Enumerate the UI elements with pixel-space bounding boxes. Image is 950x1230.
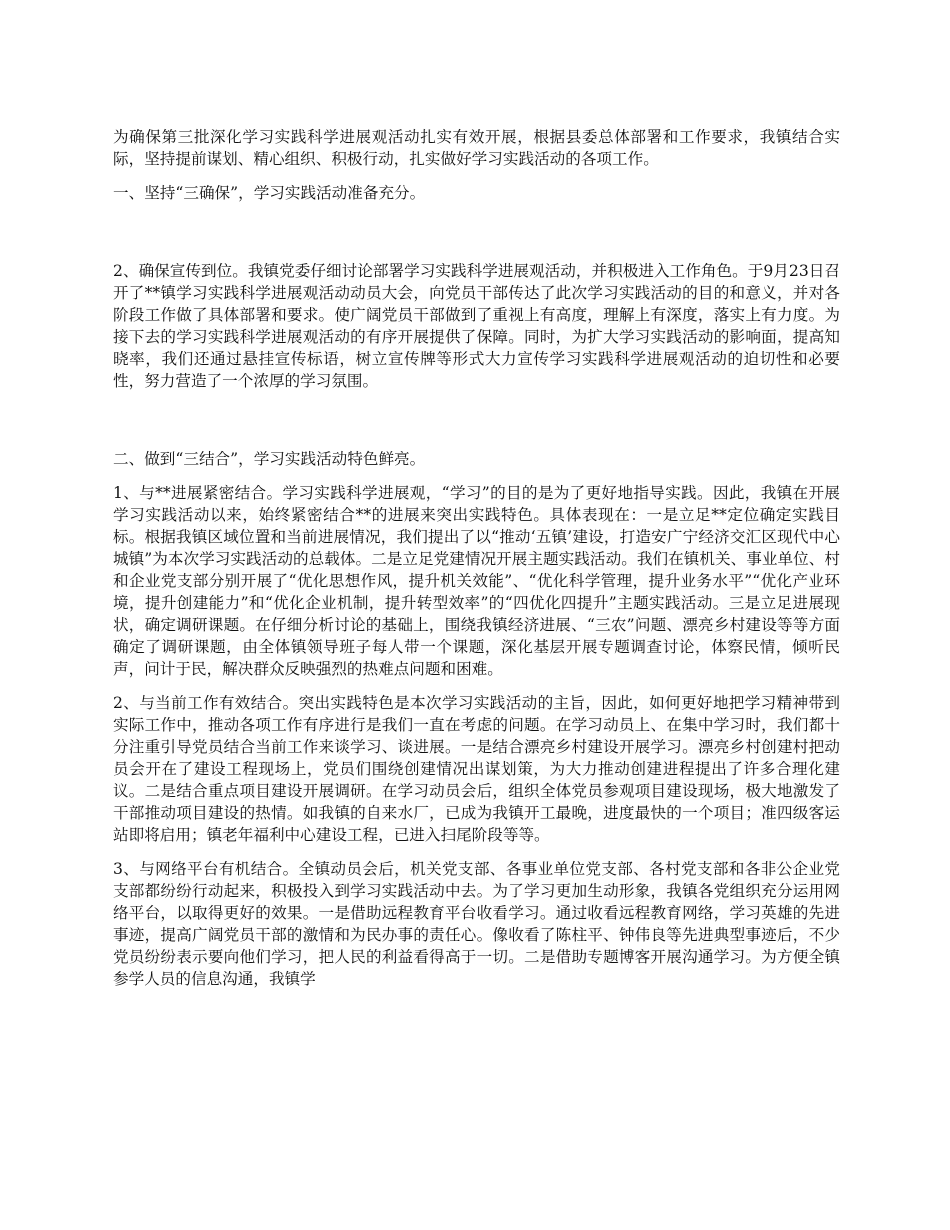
- spacer: [113, 680, 840, 692]
- section-2-heading: 二、做到“三结合”，学习实践活动特色鲜亮。: [113, 450, 426, 468]
- spacer: [113, 170, 840, 182]
- section-2-item-3: 3、与网络平台有机结合。全镇动员会后，机关党支部、各事业单位党支部、各村党支部和各非公企业党支部都纷纷行动起来，积极投入到学习实践活动中去。为了学习更加生动形象，我镇各党组织充分运用网络平台，以取得更好的效果。一是借助远程教育平台收看学习。通过收看远程教育网络，学习英雄的先进事迹，提高广阔党员干部的激情和为民办事的责任心。像收看了陈柱平、钟伟良等先进典型事迹后，不少党员纷纷表示要向他们学习，把人民的利益看得高于一切。二是借助专题博客开展沟通学习。为方便全镇参学人员的信息沟通，我镇学: [113, 860, 840, 988]
- spacer: [113, 204, 840, 260]
- spacer: [113, 392, 840, 448]
- section-2-item-2: 2、与当前工作有效结合。突出实践特色是本次学习实践活动的主旨，因此，如何更好地把学习精神带到实际工作中，推动各项工作有序进行是我们一直在考虑的问题。在学习动员上、在集中学习时，我们都十分注重引导党员结合当前工作来谈学习、谈进展。一是结合漂亮乡村建设开展学习。漂亮乡村创建村把动员会开在了建设工程现场上，党员们围绕创建情况出谋划策，为大力推动创建进程提出了许多合理化建议。二是结合重点项目建设开展调研。在学习动员会后，组织全体党员参观项目建设现场，极大地激发了干部推动项目建设的热情。如我镇的自来水厂，已成为我镇开工最晚，进度最快的一个项目；准四级客运站即将启用；镇老年福利中心建设工程，已进入扫尾阶段等等。: [113, 694, 840, 844]
- spacer: [113, 846, 840, 858]
- document-body: [113, 126, 840, 990]
- section-2-item-1: 1、与**进展紧密结合。学习实践科学进展观，“学习”的目的是为了更好地指导实践。因此，我镇在开展学习实践活动以来，始终紧密结合**的进展来突出实践特色。具体表现在：一是立足**定位确定实践目标。根据我镇区域位置和当前进展情况，我们提出了以“推动‘五镇’建设，打造安广宁经济交汇区现代中心城镇”为本次学习实践活动的总载体。二是立足党建情况开展主题实践活动。我们在镇机关、事业单位、村和企业党支部分别开展了“优化思想作风，提升机关效能”、“优化科学管理，提升业务水平”“优化产业环境，提升创建能力”和“优化企业机制，提升转型效率”的“四优化四提升”主题实践活动。三是立足进展现状，确定调研课题。在仔细分析讨论的基础上，围绕我镇经济进展、“三农”问题、漂亮乡村建设等等方面确定了调研课题，由全体镇领导班子每人带一个课题，深化基层开展专题调查讨论，体察民情，倾听民声，问计于民，解决群众反映强烈的热难点问题和困难。: [113, 484, 840, 678]
- intro-paragraph: 为确保第三批深化学习实践科学进展观活动扎实有效开展，根据县委总体部署和工作要求，我镇结合实际，坚持提前谋划、精心组织、积极行动，扎实做好学习实践活动的各项工作。: [113, 128, 840, 168]
- spacer: [113, 470, 840, 482]
- section-1-heading: 一、坚持“三确保”，学习实践活动准备充分。: [113, 184, 426, 202]
- section-1-item-2: 2、确保宣传到位。我镇党委仔细讨论部署学习实践科学进展观活动，并积极进入工作角色。于9月23日召开了**镇学习实践科学进展观活动动员大会，向党员干部传达了此次学习实践活动的目的和意义，并对各阶段工作做了具体部署和要求。使广阔党员干部做到了重视上有高度，理解上有深度，落实上有力度。为接下去的学习实践科学进展观活动的有序开展提供了保障。同时，为扩大学习实践活动的影响面，提高知晓率，我们还通过悬挂宣传标语，树立宣传牌等形式大力宣传学习实践科学进展观活动的迫切性和必要性，努力营造了一个浓厚的学习氛围。: [113, 262, 840, 390]
